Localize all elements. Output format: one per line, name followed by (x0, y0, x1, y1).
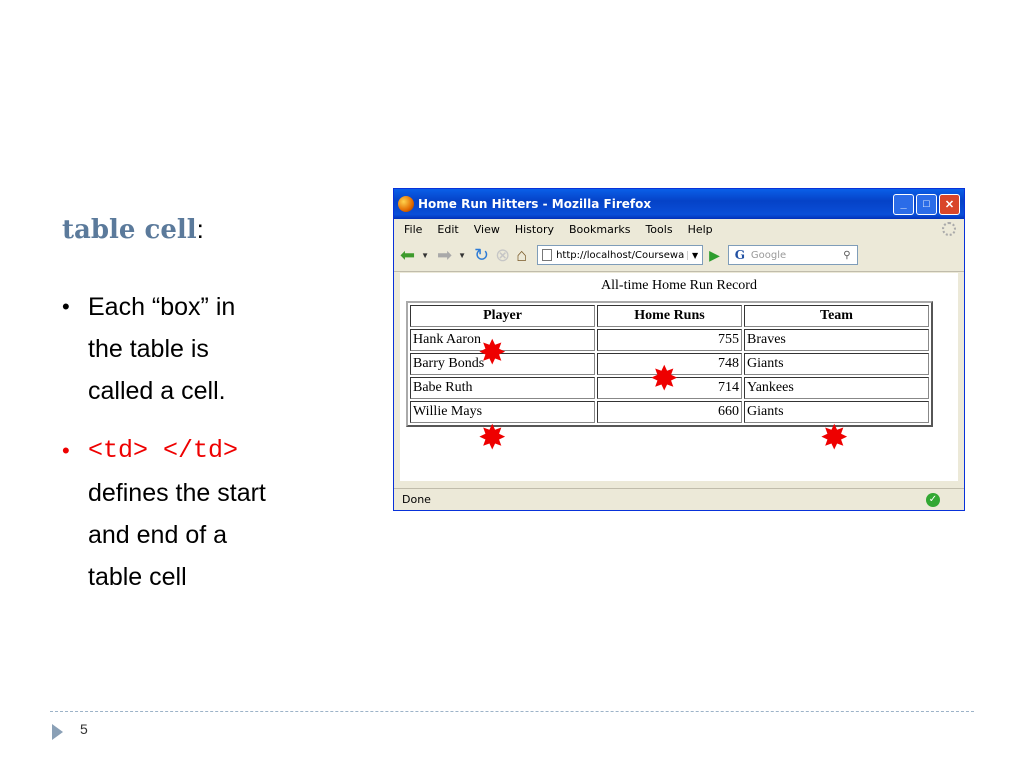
google-engine-icon[interactable]: G (734, 248, 745, 262)
cell-home-runs: 755 (597, 329, 742, 351)
status-bar (394, 488, 964, 510)
menu-history[interactable]: History (514, 222, 554, 236)
td-code: <td> </td> (88, 436, 239, 465)
header-team: Team (744, 305, 929, 327)
window-titlebar[interactable] (394, 189, 964, 219)
bullet1-line2: the table is (88, 335, 209, 363)
table-header-row (410, 305, 929, 327)
bullet2-line3: table cell (88, 563, 187, 591)
firefox-logo-icon (398, 196, 414, 212)
url-dropdown-icon[interactable]: ▼ (687, 251, 702, 260)
bullet1-line1: Each “box” in (88, 293, 236, 321)
bullet-dot: • (62, 294, 70, 319)
cell-marker-star-icon: ✸ (478, 419, 507, 457)
slide-heading (62, 214, 204, 245)
cell-marker-star-icon: ✸ (650, 360, 679, 398)
url-bar[interactable] (537, 245, 703, 265)
heading-colon: : (196, 214, 204, 244)
throbber-icon (942, 222, 956, 236)
url-text[interactable]: http://localhost/Coursewa (556, 249, 685, 261)
cell-home-runs: 748 (597, 353, 742, 375)
bullet-dot: • (62, 438, 70, 463)
header-home-runs: Home Runs (597, 305, 742, 327)
bullet2-line1: defines the start (88, 479, 266, 507)
page-content (400, 273, 958, 481)
cell-team: Giants (744, 353, 929, 375)
home-icon[interactable]: ⌂ (516, 244, 528, 265)
bullet-item-cell (62, 286, 352, 412)
cell-home-runs: 714 (597, 377, 742, 399)
go-icon[interactable]: ▶ (709, 246, 720, 263)
bullet1-line3: called a cell. (88, 377, 226, 405)
table-caption: All-time Home Run Record (601, 278, 757, 293)
menu-edit[interactable]: Edit (437, 222, 459, 236)
cell-team: Giants (744, 401, 929, 423)
search-input[interactable]: Google (750, 249, 787, 261)
menu-file[interactable]: File (404, 222, 423, 236)
cell-marker-star-icon: ✸ (478, 334, 507, 372)
stop-icon[interactable]: ⊗ (495, 244, 511, 265)
cell-player: Hank Aaron (410, 329, 595, 351)
menu-tools[interactable]: Tools (645, 222, 673, 236)
cell-player: Babe Ruth (410, 377, 595, 399)
minimize-button[interactable]: _ (893, 194, 914, 215)
bullet-item-td (62, 430, 352, 598)
cell-player: Willie Mays (410, 401, 595, 423)
forward-arrow-icon[interactable]: ➡ (437, 244, 453, 265)
menu-bar (394, 219, 964, 239)
cell-team: Yankees (744, 377, 929, 399)
back-arrow-icon[interactable]: ⬅ (400, 244, 416, 265)
search-icon[interactable]: ⚲ (843, 249, 851, 261)
reload-icon[interactable]: ↻ (474, 244, 490, 265)
cell-marker-star-icon: ✸ (820, 419, 849, 457)
bullet-list (62, 286, 352, 616)
close-button[interactable]: ✕ (939, 194, 960, 215)
back-dropdown-icon[interactable]: ▼ (421, 250, 430, 260)
firefox-window (393, 188, 965, 511)
menu-bookmarks[interactable]: Bookmarks (568, 222, 631, 236)
header-player: Player (410, 305, 595, 327)
footer-arrow-icon (52, 724, 63, 740)
heading-text: table cell (62, 215, 197, 245)
security-ok-icon: ✓ (926, 493, 940, 507)
forward-dropdown-icon[interactable]: ▼ (458, 250, 467, 260)
bullet2-line2: and end of a (88, 521, 228, 549)
window-title: Home Run Hitters - Mozilla Firefox (418, 197, 652, 211)
cell-player: Barry Bonds (410, 353, 595, 375)
status-text: Done (402, 493, 431, 506)
menu-view[interactable]: View (473, 222, 500, 236)
cell-home-runs: 660 (597, 401, 742, 423)
maximize-button[interactable]: □ (916, 194, 937, 215)
navigation-toolbar (394, 239, 964, 272)
page-icon (542, 249, 552, 261)
search-bar[interactable] (728, 245, 858, 265)
cell-team: Braves (744, 329, 929, 351)
footer-divider (50, 711, 974, 712)
menu-help[interactable]: Help (687, 222, 713, 236)
page-number: 5 (80, 721, 88, 737)
